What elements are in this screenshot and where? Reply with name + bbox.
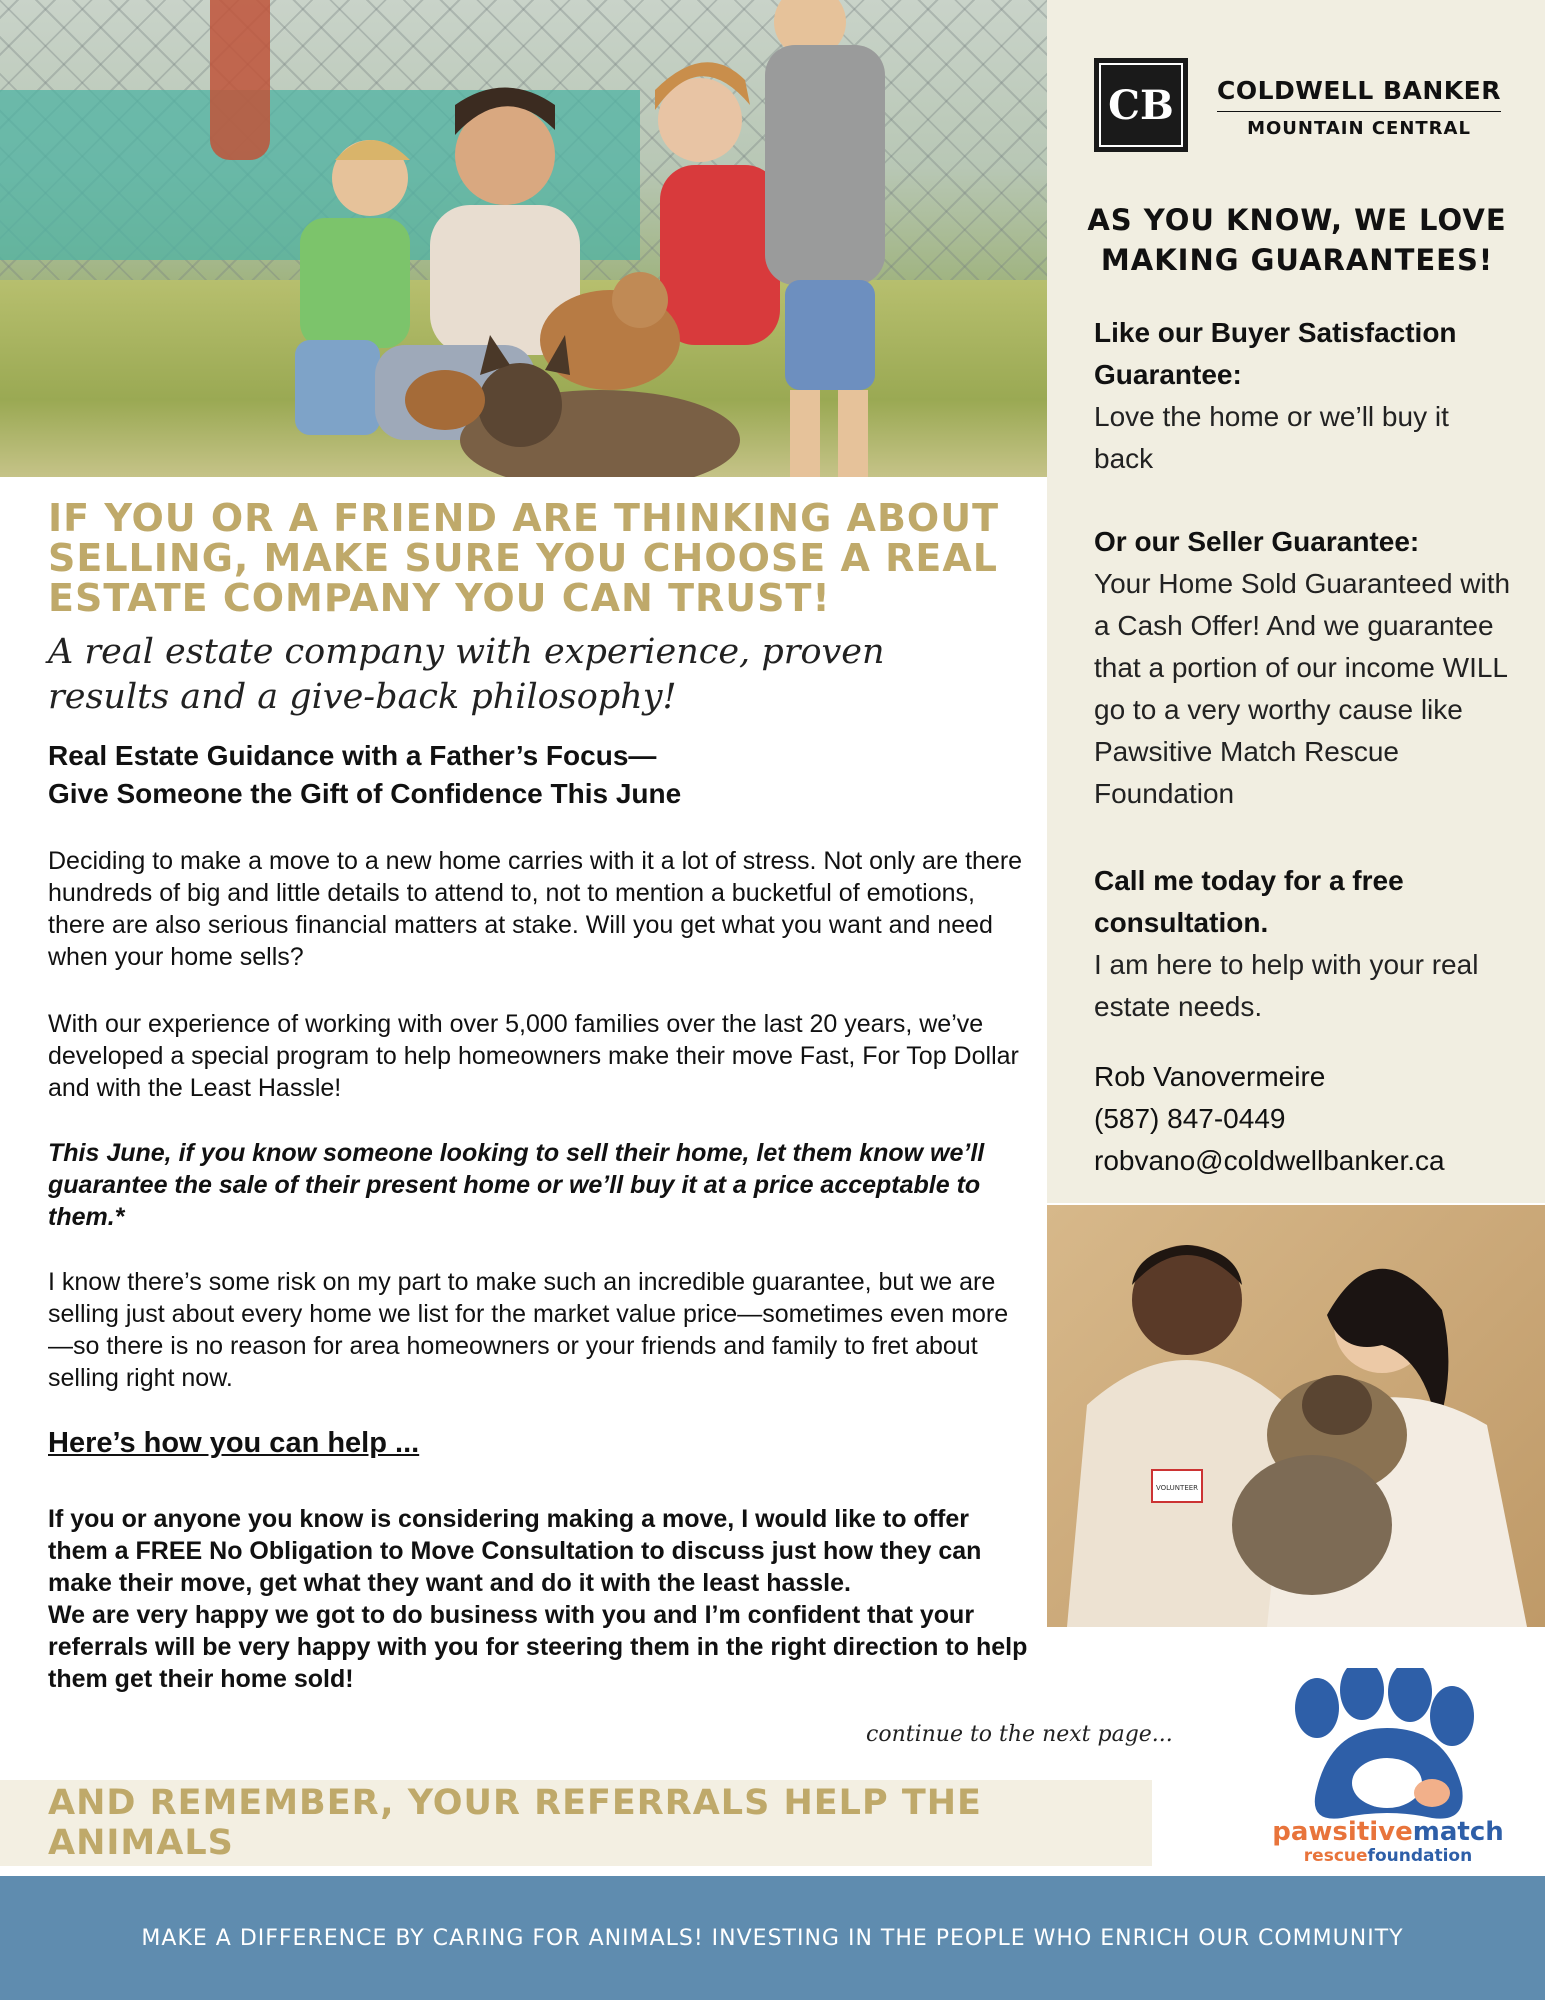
footer-banner (0, 1876, 1545, 2000)
remember-text: AND REMEMBER, YOUR REFERRALS HELP THE ANIMALS (48, 1783, 982, 1863)
seller-guarantee-title: Or our Seller Guarantee: (1094, 526, 1420, 557)
call-to-action (1094, 860, 1514, 1028)
sidebar-panel (1047, 0, 1545, 1203)
contact-email[interactable]: robvano@coldwellbanker.ca (1094, 1145, 1445, 1176)
coldwell-banker-logo (1094, 58, 1188, 152)
continue-note: continue to the next page... (866, 1722, 1173, 1747)
brand-name-line2: MOUNTAIN CENTRAL (1247, 118, 1471, 139)
article-title (48, 737, 1008, 813)
seller-guarantee-text: Your Home Sold Guaranteed with a Cash Offer! And we guarantee that a portion of our income WILL go to a very worthy cause like Pawsitive Match Rescue Foundation (1094, 568, 1511, 809)
pawsitive-match-logo-text (1268, 1818, 1508, 1866)
logo-word-rescue: rescue (1303, 1846, 1368, 1866)
paragraph-referrals: We are very happy we got to do business with you and I’m confident that your referrals will be very happy with you for steering them in the right direction to help them get their home sold! (48, 1601, 1028, 1693)
paragraph-risk: I know there’s some risk on my part to make such an incredible guarantee, but we are selling just about every home we list for the market value price—sometimes even more—so there is no reason for area homeowners or your friends and family to fret about selling right now. (48, 1268, 1009, 1392)
brand-name (1209, 76, 1509, 139)
call-text: I am here to help with your real estate needs. (1094, 949, 1479, 1022)
hero-photo-family-dogs (0, 0, 1047, 477)
brand-name-line1: COLDWELL BANKER (1217, 76, 1501, 112)
main-headline: IF YOU OR A FRIEND ARE THINKING ABOUT SELLING, MAKE SURE YOU CHOOSE A REAL ESTATE COMPANY YOU CAN TRUST! (48, 496, 999, 620)
couple-with-dog-photo (1047, 1205, 1545, 1627)
paragraph-june-guarantee: This June, if you know someone looking to sell their home, let them know we’ll guarantee the sale of their present home or we’ll buy it at a price acceptable to them.* (48, 1139, 985, 1231)
buyer-guarantee-title: Like our Buyer Satisfaction Guarantee: (1094, 317, 1457, 390)
logo-word-match: match (1412, 1817, 1504, 1847)
volunteer-badge: VOLUNTEER (1155, 1484, 1199, 1492)
contact-name: Rob Vanovermeire (1094, 1061, 1326, 1092)
contact-info (1094, 1056, 1445, 1182)
contact-phone[interactable]: (587) 847-0449 (1094, 1103, 1286, 1134)
couple-illustration (1047, 1205, 1545, 1627)
subheadline: A real estate company with experience, proven results and a give-back philosophy! (48, 632, 885, 717)
family-illustration (0, 0, 1047, 477)
guarantees-heading: AS YOU KNOW, WE LOVE MAKING GUARANTEES! (1087, 203, 1507, 277)
footer-text: MAKE A DIFFERENCE BY CARING FOR ANIMALS! INVESTING IN THE PEOPLE WHO ENRICH OUR COMMUNITY (141, 1925, 1404, 1951)
help-heading: Here’s how you can help ... (48, 1427, 420, 1459)
article-title-line2: Give Someone the Gift of Confidence This June (48, 778, 682, 809)
remember-banner (0, 1780, 1152, 1866)
buyer-guarantee (1094, 312, 1514, 480)
article-title-line1: Real Estate Guidance with a Father’s Focus— (48, 740, 657, 771)
logo-mark: CB (1099, 63, 1183, 147)
paragraph-stress: Deciding to make a move to a new home carries with it a lot of stress. Not only are there hundreds of big and little details to attend to, not to mention a bucketful of emotions, there are also serious financial matters at stake. Will you get what you want and need when your home sells? (48, 847, 1023, 971)
paragraph-consultation: If you or anyone you know is considering making a move, I would like to offer them a FREE No Obligation to Move Consultation to discuss just how they can make their move, get what they want and do it with the least hassle. (48, 1505, 982, 1597)
call-title: Call me today for a free consultation. (1094, 865, 1404, 938)
seller-guarantee (1094, 521, 1514, 815)
logo-word-pawsitive: pawsitive (1272, 1817, 1413, 1847)
logo-word-foundation: foundation (1367, 1846, 1473, 1866)
buyer-guarantee-text: Love the home or we’ll buy it back (1094, 401, 1449, 474)
paragraph-experience: With our experience of working with over 5,000 families over the last 20 years, we’ve developed a special program to help homeowners make their move Fast, For Top Dollar and with the Least Hassle! (48, 1010, 1019, 1102)
